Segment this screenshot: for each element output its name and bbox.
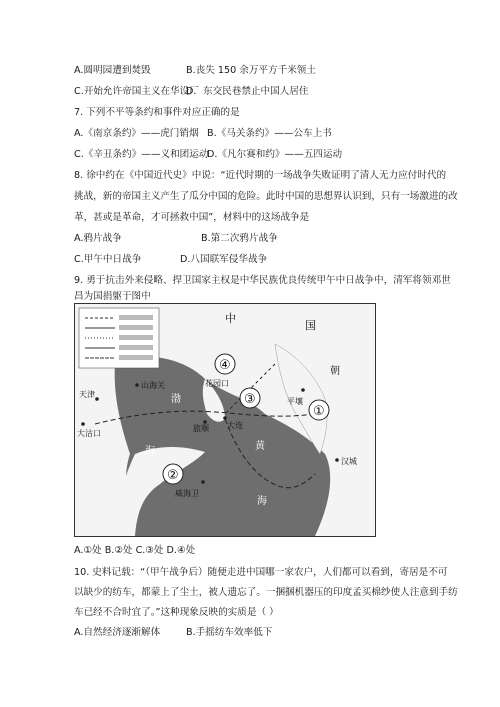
map-label-bohai: 海 (145, 446, 155, 457)
map-label-shanhaiguan: 山海关 (141, 381, 165, 390)
map-label-hai2: 海 (257, 496, 267, 507)
q8-stem-line1: 8. 徐中约在《中国近代史》中说：“近代时期的一场战争失败证明了清人无力应付时代的 (74, 170, 447, 181)
q7-stem: 7. 下列不平等条约和事件对应正确的是 (74, 107, 240, 118)
map-label-huanghai: 黄 (255, 441, 265, 452)
q10-stem-line2: 以缺少的纺车，都蒙上了尘土，被人遗忘了。一捆捆机器压的印度孟买棉纱使人注意到手纺 (74, 587, 458, 598)
map-label-hancheng: 汉城 (341, 457, 357, 466)
map-label-tianjin: 天津 (79, 390, 95, 399)
q7-option-c: C.《辛丑条约》——义和团运动 (74, 149, 209, 160)
sino-japanese-war-map (74, 303, 376, 537)
map-label-pingrang: 平壤 (287, 397, 303, 406)
q10-stem-line3: 车已经不合时宜了。”这种现象反映的实质是（ ） (74, 607, 279, 618)
map-label-weihaiwei: 威海卫 (175, 489, 199, 498)
q8-stem-line2: 挑战，新的帝国主义产生了瓜分中国的危险。此时中国的思想界认识到，只有一场激进的改 (74, 191, 458, 202)
q7-option-b: B.《马关条约》——公车上书 (207, 128, 332, 139)
q9-options: A.①处 B.②处 C.③处 D.④处 (74, 545, 196, 556)
q6-option-b: B.丧失 150 余万平方千米领土 (186, 65, 316, 76)
q9-stem-line1: 9. 勇于抗击外来侵略、捍卫国家主权是中华民族优良传统甲午中日战争中，清军将领邓世 (74, 275, 451, 286)
map-label-dalian: 大连 (227, 421, 243, 430)
map-label-zhong: 中 (225, 312, 236, 325)
q8-option-c: C.甲午中日战争 (74, 254, 142, 265)
map-label-lvshun: 旅顺 (193, 424, 209, 433)
q6-option-c: C.开始允许帝国主义在华设厂 (74, 86, 199, 97)
q10-stem-line1: 10. 史料记载：“（甲午战争后）随便走进中国哪一家农户，人们都可以看到，寄居是不可 (74, 567, 448, 578)
q8-option-b: B.第二次鸦片战争 (201, 233, 278, 244)
marker-4: ④ (219, 358, 231, 373)
marker-3: ③ (244, 392, 256, 407)
q9-stem-line2: 昌为国捐躯于图中 (74, 291, 151, 302)
q8-option-d: D.八国联军侵华战争 (180, 254, 268, 265)
map-label-chao: 朝 (330, 366, 340, 377)
q7-option-a: A.《南京条约》——虎门销烟 (74, 128, 199, 139)
map-label-bai: 渤 (171, 394, 181, 405)
map-label-huayuankou: 花园口 (205, 379, 229, 388)
q10-option-b: B.手摇纺车效率低下 (186, 627, 273, 638)
marker-2: ② (167, 468, 179, 483)
q8-option-a: A.鸦片战争 (74, 233, 122, 244)
q10-option-a: A.自然经济逐渐解体 (74, 627, 161, 638)
q7-option-d: D.《凡尔赛和约》——五四运动 (207, 149, 343, 160)
q6-option-a: A.圆明园遭到焚毁 (74, 65, 151, 76)
map-legend (79, 308, 159, 368)
map-label-guo: 国 (305, 319, 316, 332)
q6-option-d: D．东交民巷禁止中国人居住 (186, 86, 309, 97)
map-label-dagukou: 大沽口 (77, 429, 101, 438)
marker-1: ① (313, 404, 325, 419)
q8-stem-line3: 革，甚或是革命，才可拯救中国”，材料中的这场战争是 (74, 212, 310, 223)
